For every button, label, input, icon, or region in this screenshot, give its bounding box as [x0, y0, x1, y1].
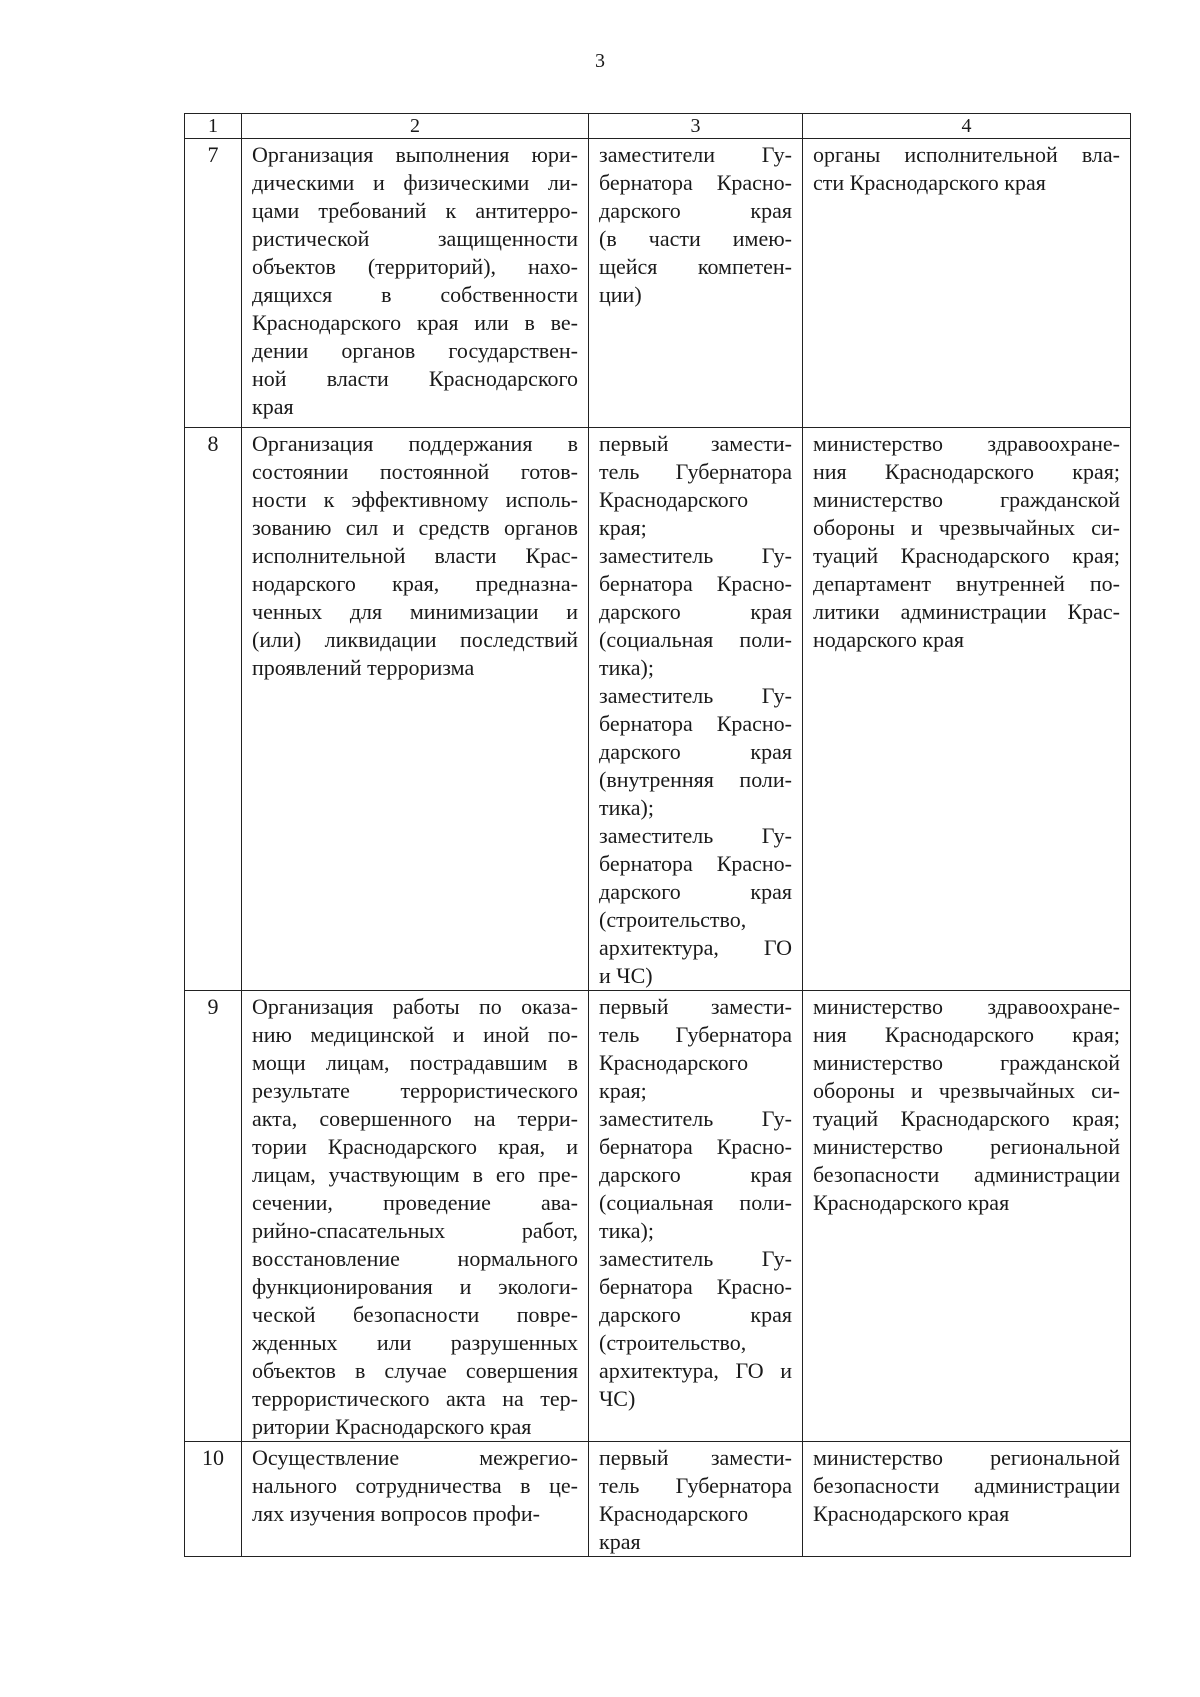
- text-line: архитектура, ГО и: [599, 1358, 792, 1383]
- text-line: (социальная поли-: [599, 1190, 792, 1215]
- text-line: дическими и физическими ли-: [252, 170, 578, 195]
- table-header-row: [185, 114, 1131, 139]
- responsible-cell: [589, 139, 803, 428]
- text-line: края: [599, 1529, 641, 1554]
- row-number: 8: [185, 428, 242, 991]
- text-line: мощи лицам, пострадавшим в: [252, 1050, 578, 1075]
- text-line: бернатора Красно-: [599, 711, 792, 736]
- text-line: (строительство,: [599, 907, 747, 932]
- text-line: жденных или разрушенных: [252, 1330, 578, 1355]
- text-line: края: [252, 394, 294, 419]
- text-line: дарского края: [599, 739, 792, 764]
- text-line: туаций Краснодарского края;: [813, 543, 1120, 568]
- text-line: дарского края: [599, 1162, 792, 1187]
- executors-cell: [803, 428, 1131, 991]
- text-line: тика);: [599, 795, 654, 820]
- text-line: бернатора Красно-: [599, 1134, 792, 1159]
- text-line: (внутренняя поли-: [599, 767, 792, 792]
- text-line: министерство гражданской: [813, 487, 1120, 512]
- text-line: дарского края: [599, 1302, 792, 1327]
- text-line: заместитель Гу-: [599, 543, 792, 568]
- page-number: 3: [595, 50, 605, 72]
- text-line: сти Краснодарского края: [813, 170, 1046, 195]
- row-number: 7: [185, 139, 242, 428]
- text-line: функционирования и экологи-: [252, 1274, 578, 1299]
- activity-cell: [242, 139, 589, 428]
- text-line: дарского края: [599, 879, 792, 904]
- text-line: Краснодарского: [599, 1050, 749, 1075]
- header-col-1: 1: [185, 114, 242, 139]
- text-line: органы исполнительной вла-: [813, 142, 1120, 167]
- responsible-cell: [589, 1442, 803, 1557]
- table-row: [185, 991, 1131, 1442]
- text-line: рийно-спасательных работ,: [252, 1218, 578, 1243]
- responsible-cell: [589, 991, 803, 1442]
- text-line: бернатора Красно-: [599, 851, 792, 876]
- header-col-3: 3: [589, 114, 803, 139]
- text-line: Краснодарского края: [813, 1501, 1010, 1526]
- text-line: обороны и чрезвычайных си-: [813, 1078, 1120, 1103]
- text-line: ния Краснодарского края;: [813, 459, 1120, 484]
- text-line: заместители Гу-: [599, 142, 792, 167]
- text-line: безопасности администрации: [813, 1473, 1120, 1498]
- text-line: и ЧС): [599, 963, 653, 988]
- text-line: акта, совершенного на терри-: [252, 1106, 578, 1131]
- text-line: (социальная поли-: [599, 627, 792, 652]
- text-line: террористического акта на тер-: [252, 1386, 578, 1411]
- text-line: министерство региональной: [813, 1134, 1120, 1159]
- text-line: дящихся в собственности: [252, 282, 578, 307]
- text-line: туаций Краснодарского края;: [813, 1106, 1120, 1131]
- text-line: ной власти Краснодарского: [252, 366, 578, 391]
- table-row: [185, 139, 1131, 428]
- text-line: лях изучения вопросов профи-: [252, 1501, 540, 1526]
- text-line: первый замести-: [599, 1445, 792, 1470]
- text-line: Организация поддержания в: [252, 431, 578, 456]
- text-line: тика);: [599, 655, 654, 680]
- text-line: Организация работы по оказа-: [252, 994, 578, 1019]
- text-line: дении органов государствен-: [252, 338, 578, 363]
- executors-cell: [803, 991, 1131, 1442]
- text-line: зованию сил и средств органов: [252, 515, 578, 540]
- text-line: Краснодарского: [599, 1501, 749, 1526]
- text-line: министерство здравоохране-: [813, 431, 1120, 456]
- text-line: заместитель Гу-: [599, 1246, 792, 1271]
- activity-cell: [242, 991, 589, 1442]
- text-line: ности к эффективному исполь-: [252, 487, 578, 512]
- text-line: бернатора Красно-: [599, 571, 792, 596]
- text-line: проявлений терроризма: [252, 655, 475, 680]
- text-line: (или) ликвидации последствий: [252, 627, 578, 652]
- text-line: результате террористического: [252, 1078, 578, 1103]
- text-line: сечении, проведение ава-: [252, 1190, 578, 1215]
- responsibility-table: [184, 113, 1131, 1557]
- row-number: 10: [185, 1442, 242, 1557]
- responsible-cell: [589, 428, 803, 991]
- text-line: нального сотрудничества в це-: [252, 1473, 578, 1498]
- text-line: нодарского края, предназна-: [252, 571, 578, 596]
- text-line: безопасности администрации: [813, 1162, 1120, 1187]
- text-line: бернатора Красно-: [599, 170, 792, 195]
- text-line: тель Губернатора: [599, 459, 792, 484]
- text-line: дарского края: [599, 599, 792, 624]
- text-line: литики администрации Крас-: [813, 599, 1120, 624]
- text-line: Организация выполнения юри-: [252, 142, 578, 167]
- activity-cell: [242, 428, 589, 991]
- text-line: лицам, участвующим в его пре-: [252, 1162, 578, 1187]
- text-line: состоянии постоянной готов-: [252, 459, 578, 484]
- executors-cell: [803, 139, 1131, 428]
- text-line: заместитель Гу-: [599, 823, 792, 848]
- text-line: цами требований к антитерро-: [252, 198, 578, 223]
- text-line: края;: [599, 1078, 647, 1103]
- text-line: ритории Краснодарского края: [252, 1414, 532, 1439]
- text-line: первый замести-: [599, 431, 792, 456]
- text-line: ристической защищенности: [252, 226, 578, 251]
- text-line: нодарского края: [813, 627, 964, 652]
- text-line: восстановление нормального: [252, 1246, 578, 1271]
- text-line: тории Краснодарского края, и: [252, 1134, 578, 1159]
- text-line: министерство гражданской: [813, 1050, 1120, 1075]
- text-line: Краснодарского края: [813, 1190, 1010, 1215]
- activity-cell: [242, 1442, 589, 1557]
- header-col-4: 4: [803, 114, 1131, 139]
- text-line: архитектура, ГО: [599, 935, 792, 960]
- text-line: обороны и чрезвычайных си-: [813, 515, 1120, 540]
- table-row: [185, 428, 1131, 991]
- text-line: бернатора Красно-: [599, 1274, 792, 1299]
- text-line: ЧС): [599, 1386, 636, 1411]
- text-line: нию медицинской и иной по-: [252, 1022, 578, 1047]
- text-line: Краснодарского: [599, 487, 749, 512]
- text-line: тель Губернатора: [599, 1022, 792, 1047]
- text-line: министерство региональной: [813, 1445, 1120, 1470]
- text-line: дарского края: [599, 198, 792, 223]
- text-line: объектов (территорий), нахо-: [252, 254, 578, 279]
- header-col-2: 2: [242, 114, 589, 139]
- text-line: тель Губернатора: [599, 1473, 792, 1498]
- executors-cell: [803, 1442, 1131, 1557]
- text-line: первый замести-: [599, 994, 792, 1019]
- text-line: заместитель Гу-: [599, 1106, 792, 1131]
- text-line: исполнительной власти Крас-: [252, 543, 578, 568]
- text-line: щейся компетен-: [599, 254, 792, 279]
- text-line: департамент внутренней по-: [813, 571, 1120, 596]
- text-line: (строительство,: [599, 1330, 747, 1355]
- text-line: ченных для минимизации и: [252, 599, 578, 624]
- text-line: ческой безопасности повре-: [252, 1302, 578, 1327]
- text-line: ния Краснодарского края;: [813, 1022, 1120, 1047]
- text-line: (в части имею-: [599, 226, 792, 251]
- text-line: тика);: [599, 1218, 654, 1243]
- text-line: Краснодарского края или в ве-: [252, 310, 578, 335]
- text-line: министерство здравоохране-: [813, 994, 1120, 1019]
- table-row: [185, 1442, 1131, 1557]
- text-line: ции): [599, 282, 642, 307]
- text-line: объектов в случае совершения: [252, 1358, 578, 1383]
- text-line: Осуществление межрегио-: [252, 1445, 578, 1470]
- text-line: заместитель Гу-: [599, 683, 792, 708]
- text-line: края;: [599, 515, 647, 540]
- row-number: 9: [185, 991, 242, 1442]
